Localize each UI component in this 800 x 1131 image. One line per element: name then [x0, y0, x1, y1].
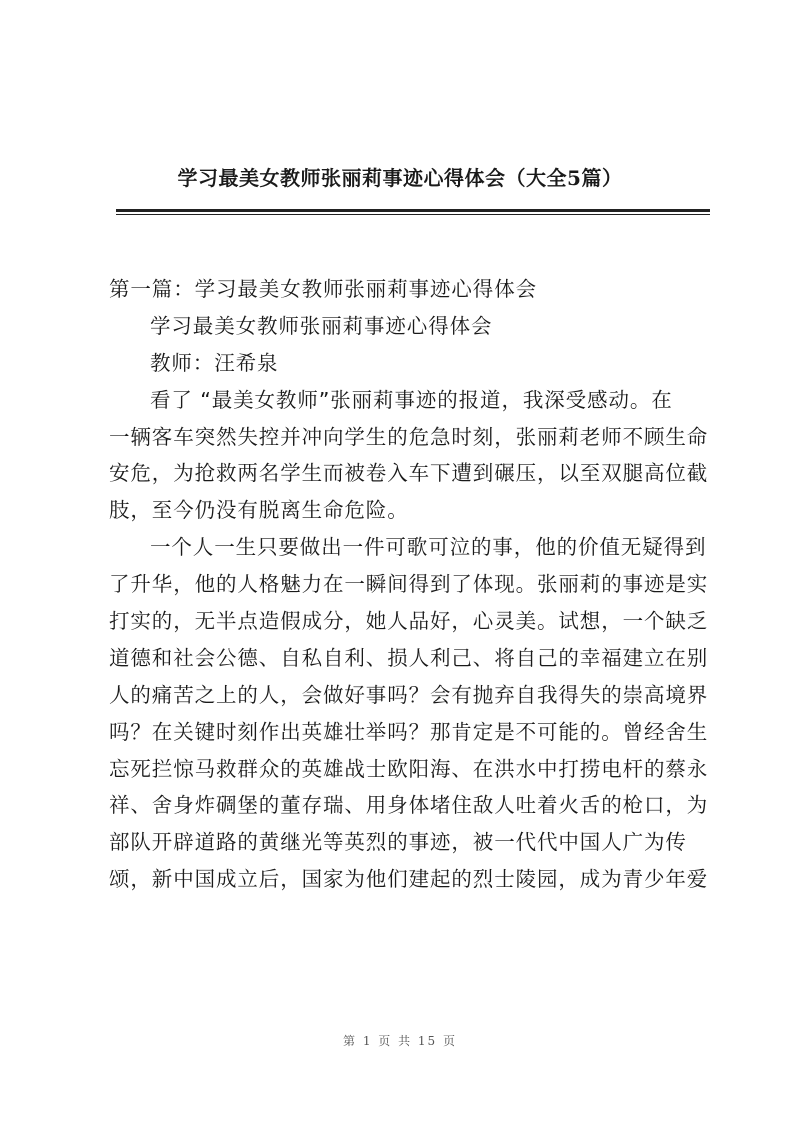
paragraph-line: 打实的，无半点造假成分，她人品好，心灵美。试想，一个缺乏	[109, 609, 709, 634]
paragraph-line: 肢，至今仍没有脱离生命危险。	[109, 498, 409, 523]
paragraph-line: 安危，为抢救两名学生而被卷入车下遭到碾压，以至双腿高位截	[109, 461, 709, 486]
section-heading: 第一篇：学习最美女教师张丽莉事迹心得体会	[109, 277, 537, 301]
title-underline-thin	[116, 214, 710, 215]
page-number: 第 1 页 共 15 页	[343, 1034, 457, 1048]
document-title: 学习最美女教师张丽莉事迹心得体会（大全5篇）	[177, 166, 623, 190]
paragraph-line: 祥、舍身炸碉堡的董存瑞、用身体堵住敌人吐着火舌的枪口，为	[109, 793, 709, 818]
paragraph-line: 一辆客车突然失控并冲向学生的危急时刻，张丽莉老师不顾生命	[109, 424, 709, 449]
document-body	[109, 271, 710, 898]
title-underline	[116, 209, 710, 212]
paragraph-line: 吗？在关键时刻作出英雄壮举吗？那肯定是不可能的。曾经舍生	[109, 719, 709, 744]
paragraph-line: 看了 “最美女教师”张丽莉事迹的报道，我深受感动。在	[150, 387, 673, 412]
paragraph-line: 一个人一生只要做出一件可歌可泣的事，他的价值无疑得到	[150, 535, 707, 560]
paragraph-line: 部队开辟道路的黄继光等英烈的事迹，被一代代中国人广为传	[109, 830, 687, 855]
paragraph-line: 颂，新中国成立后，国家为他们建起的烈士陵园，成为青少年爱	[109, 867, 709, 892]
paragraph-line: 忘死拦惊马救群众的英雄战士欧阳海、在洪水中打捞电杆的蔡永	[109, 756, 709, 781]
paragraph-line: 了升华，他的人格魅力在一瞬间得到了体现。张丽莉的事迹是实	[109, 572, 709, 597]
paragraph-line: 人的痛苦之上的人，会做好事吗？会有抛弃自我得失的崇高境界	[109, 682, 709, 707]
paragraph-line: 道德和社会公德、自私自利、损人利己、将自己的幸福建立在别	[109, 645, 709, 670]
article-title: 学习最美女教师张丽莉事迹心得体会	[150, 313, 493, 338]
author-line: 教师：汪希泉	[150, 350, 279, 375]
